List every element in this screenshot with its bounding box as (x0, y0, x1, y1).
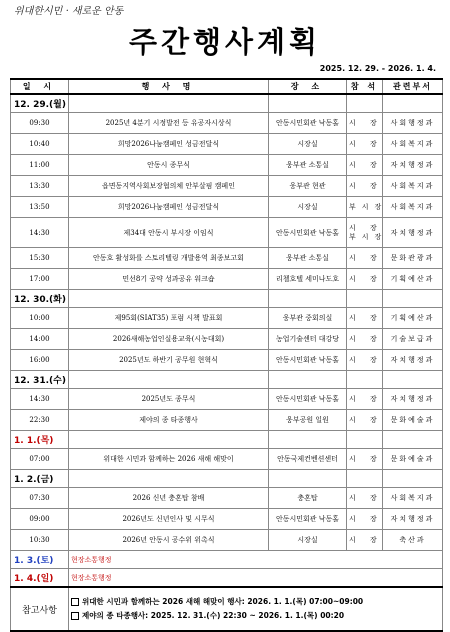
event-location: 안동시민회관 낙동홀 (269, 509, 347, 530)
event-name: 2025년도 종무식 (69, 389, 269, 410)
empty-cell (383, 470, 443, 488)
event-department: 축산과 (383, 530, 443, 551)
event-location: 웅부관 소통실 (269, 155, 347, 176)
event-time: 14:30 (11, 389, 69, 410)
event-location: 농업기술센터 대강당 (269, 329, 347, 350)
day-header-row (11, 569, 443, 588)
empty-cell (347, 470, 383, 488)
empty-cell (269, 431, 347, 449)
event-row (11, 134, 443, 155)
event-time: 10:30 (11, 530, 69, 551)
event-time: 14:00 (11, 329, 69, 350)
event-location: 웅부공원 일원 (269, 410, 347, 431)
event-department: 기술보급과 (383, 329, 443, 350)
event-department: 자치행정과 (383, 389, 443, 410)
empty-cell (269, 290, 347, 308)
slogan: 위대한시민 · 새로운 안동 (14, 6, 124, 17)
empty-cell (69, 371, 269, 389)
event-time: 16:00 (11, 350, 69, 371)
event-name: 위대한 시민과 함께하는 2026 새해 해맞이 (69, 449, 269, 470)
event-row (11, 449, 443, 470)
checkbox-icon (71, 612, 79, 620)
event-attendee: 시 장 (347, 449, 383, 470)
event-location: 충혼탑 (269, 488, 347, 509)
event-attendee (347, 218, 388, 248)
footer-notes (69, 587, 443, 631)
attendee-line: 시 장 (349, 223, 383, 232)
event-name: 2025년 4분기 시정발전 등 유공자시상식 (69, 113, 269, 134)
event-name: 안동호 활성화를 스토리텔링 개발용역 최종보고회 (69, 248, 269, 269)
empty-cell (69, 94, 269, 113)
event-time: 11:00 (11, 155, 69, 176)
day-label: 1. 3.(토) (11, 551, 69, 569)
event-location: 안동시민회관 낙동홀 (269, 350, 347, 371)
event-department: 기획예산과 (383, 308, 443, 329)
event-row (11, 350, 443, 371)
event-time: 13:50 (11, 197, 69, 218)
event-row (11, 329, 443, 350)
event-row (11, 248, 443, 269)
event-department: 자치행정과 (383, 218, 443, 248)
event-department: 사회복지과 (383, 176, 443, 197)
empty-cell (269, 94, 347, 113)
event-name: 안동시 종무식 (69, 155, 269, 176)
col-header-event: 행 사 명 (69, 79, 269, 94)
event-time: 09:30 (11, 113, 69, 134)
day-label: 12. 31.(수) (11, 371, 69, 389)
event-time: 09:00 (11, 509, 69, 530)
event-attendee: 시 장 (347, 488, 383, 509)
event-row (11, 218, 443, 248)
event-time: 17:00 (11, 269, 69, 290)
event-name: 제95회(SIAT35) 포럼 시책 발표회 (69, 308, 269, 329)
day-label: 1. 4.(일) (11, 569, 69, 588)
event-attendee: 시 장 (347, 410, 383, 431)
event-attendee: 시 장 (347, 134, 383, 155)
col-header-department: 관련부서 (383, 79, 443, 94)
col-header-location: 장 소 (269, 79, 347, 94)
event-name: 2026새해농업인실용교육(시농대회) (69, 329, 269, 350)
event-time: 07:30 (11, 488, 69, 509)
event-department: 문화관광과 (383, 248, 443, 269)
col-header-datetime: 일 시 (11, 79, 69, 94)
event-department: 사회복지과 (383, 197, 443, 218)
col-header-attendee: 참 석 (347, 79, 383, 94)
empty-cell (347, 290, 383, 308)
event-time: 07:00 (11, 449, 69, 470)
event-name: 읍면동지역사회보장협의체 안부살핌 캠페인 (69, 176, 269, 197)
event-attendee: 시 장 (347, 176, 383, 197)
event-attendee: 시 장 (347, 155, 383, 176)
event-attendee: 부시장 (347, 197, 383, 218)
empty-cell (383, 431, 443, 449)
empty-cell (69, 470, 269, 488)
page-title: 주간행사계획 (128, 25, 322, 59)
event-row (11, 113, 443, 134)
event-row (11, 308, 443, 329)
day-header-row (11, 551, 443, 569)
event-time: 15:30 (11, 248, 69, 269)
event-department: 사회복지과 (383, 488, 443, 509)
event-location: 안동시민회관 낙동홀 (269, 218, 347, 248)
day-note: 현장소통행정 (69, 569, 443, 588)
event-row (11, 530, 443, 551)
footer-label: 참고사항 (11, 587, 69, 631)
table-header-row (11, 79, 443, 94)
event-attendee: 시 장 (347, 530, 383, 551)
event-name: 민선8기 공약 성과공유 워크숍 (69, 269, 269, 290)
event-time: 13:30 (11, 176, 69, 197)
event-time: 14:30 (11, 218, 69, 248)
event-department: 사회행정과 (383, 113, 443, 134)
event-location: 시장실 (269, 530, 347, 551)
event-location: 안동시민회관 낙동홀 (269, 389, 347, 410)
empty-cell (269, 371, 347, 389)
event-attendee: 시 장 (347, 113, 383, 134)
event-row (11, 155, 443, 176)
empty-cell (69, 290, 269, 308)
date-range: 2025. 12. 29. - 2026. 1. 4. (319, 64, 436, 73)
event-row (11, 197, 443, 218)
event-time: 10:00 (11, 308, 69, 329)
event-attendee: 시 장 (347, 389, 383, 410)
day-label: 12. 30.(화) (11, 290, 69, 308)
event-name: 희망2026나눔캠페인 성금전달식 (69, 134, 269, 155)
schedule-table (10, 78, 443, 632)
event-attendee: 시 장 (347, 350, 383, 371)
empty-cell (269, 470, 347, 488)
footer-note-1: 위대한 시민과 함께하는 2026 새해 해맞이 행사: 2026. 1. 1.(목) 07:00~09:00 (71, 595, 440, 609)
day-label: 1. 2.(금) (11, 470, 69, 488)
event-attendee: 시 장 (347, 269, 383, 290)
day-note: 현장소통행정 (69, 551, 443, 569)
event-department: 자치행정과 (383, 350, 443, 371)
event-name: 2026년도 신년인사 및 시무식 (69, 509, 269, 530)
schedule-body (11, 94, 443, 587)
event-location: 시장실 (269, 134, 347, 155)
day-label: 12. 29.(월) (11, 94, 69, 113)
event-department: 기획예산과 (383, 269, 443, 290)
event-location: 안동국제컨벤션센터 (269, 449, 347, 470)
day-header-row (11, 470, 443, 488)
event-location: 웅부관 현관 (269, 176, 347, 197)
event-row (11, 389, 443, 410)
empty-cell (383, 94, 443, 113)
event-row (11, 488, 443, 509)
day-header-row (11, 94, 443, 113)
event-row (11, 410, 443, 431)
event-department: 문화예술과 (383, 449, 443, 470)
empty-cell (347, 94, 383, 113)
day-label: 1. 1.(목) (11, 431, 69, 449)
event-time: 10:40 (11, 134, 69, 155)
event-name: 제야의 종 타종행사 (69, 410, 269, 431)
event-row (11, 176, 443, 197)
footer-note-2: 제야의 종 타종행사: 2025. 12. 31.(수) 22:30 ~ 2026. 1. 1.(목) 00:20 (71, 609, 440, 623)
event-attendee: 시 장 (347, 509, 383, 530)
event-row (11, 269, 443, 290)
day-header-row (11, 431, 443, 449)
footer-row (11, 587, 443, 631)
empty-cell (347, 371, 383, 389)
event-department: 문화예술과 (383, 410, 443, 431)
empty-cell (347, 431, 383, 449)
event-name: 2025년도 하반기 공무원 현혁식 (69, 350, 269, 371)
day-header-row (11, 290, 443, 308)
event-name: 2026년 안동시 공수위 위촉식 (69, 530, 269, 551)
checkbox-icon (71, 598, 79, 606)
event-location: 웅부관 중회의실 (269, 308, 347, 329)
event-name: 희망2026나눔캠페인 성금전달식 (69, 197, 269, 218)
attendee-line: 부시장 (349, 232, 388, 241)
event-location: 시장실 (269, 197, 347, 218)
empty-cell (69, 431, 269, 449)
event-time: 22:30 (11, 410, 69, 431)
empty-cell (383, 290, 443, 308)
event-attendee: 시 장 (347, 329, 383, 350)
event-name: 2026 신년 충혼탑 참배 (69, 488, 269, 509)
event-attendee: 시 장 (347, 248, 383, 269)
event-attendee: 시 장 (347, 308, 383, 329)
event-department: 자치행정과 (383, 509, 443, 530)
event-name: 제34대 안동시 부시장 이임식 (69, 218, 269, 248)
event-row (11, 509, 443, 530)
event-department: 자치행정과 (383, 155, 443, 176)
day-header-row (11, 371, 443, 389)
event-department: 사회복지과 (383, 134, 443, 155)
empty-cell (383, 371, 443, 389)
event-location: 웅부관 소통실 (269, 248, 347, 269)
event-location: 리첼호텔 세미나도호 (269, 269, 347, 290)
event-location: 안동시민회관 낙동홀 (269, 113, 347, 134)
